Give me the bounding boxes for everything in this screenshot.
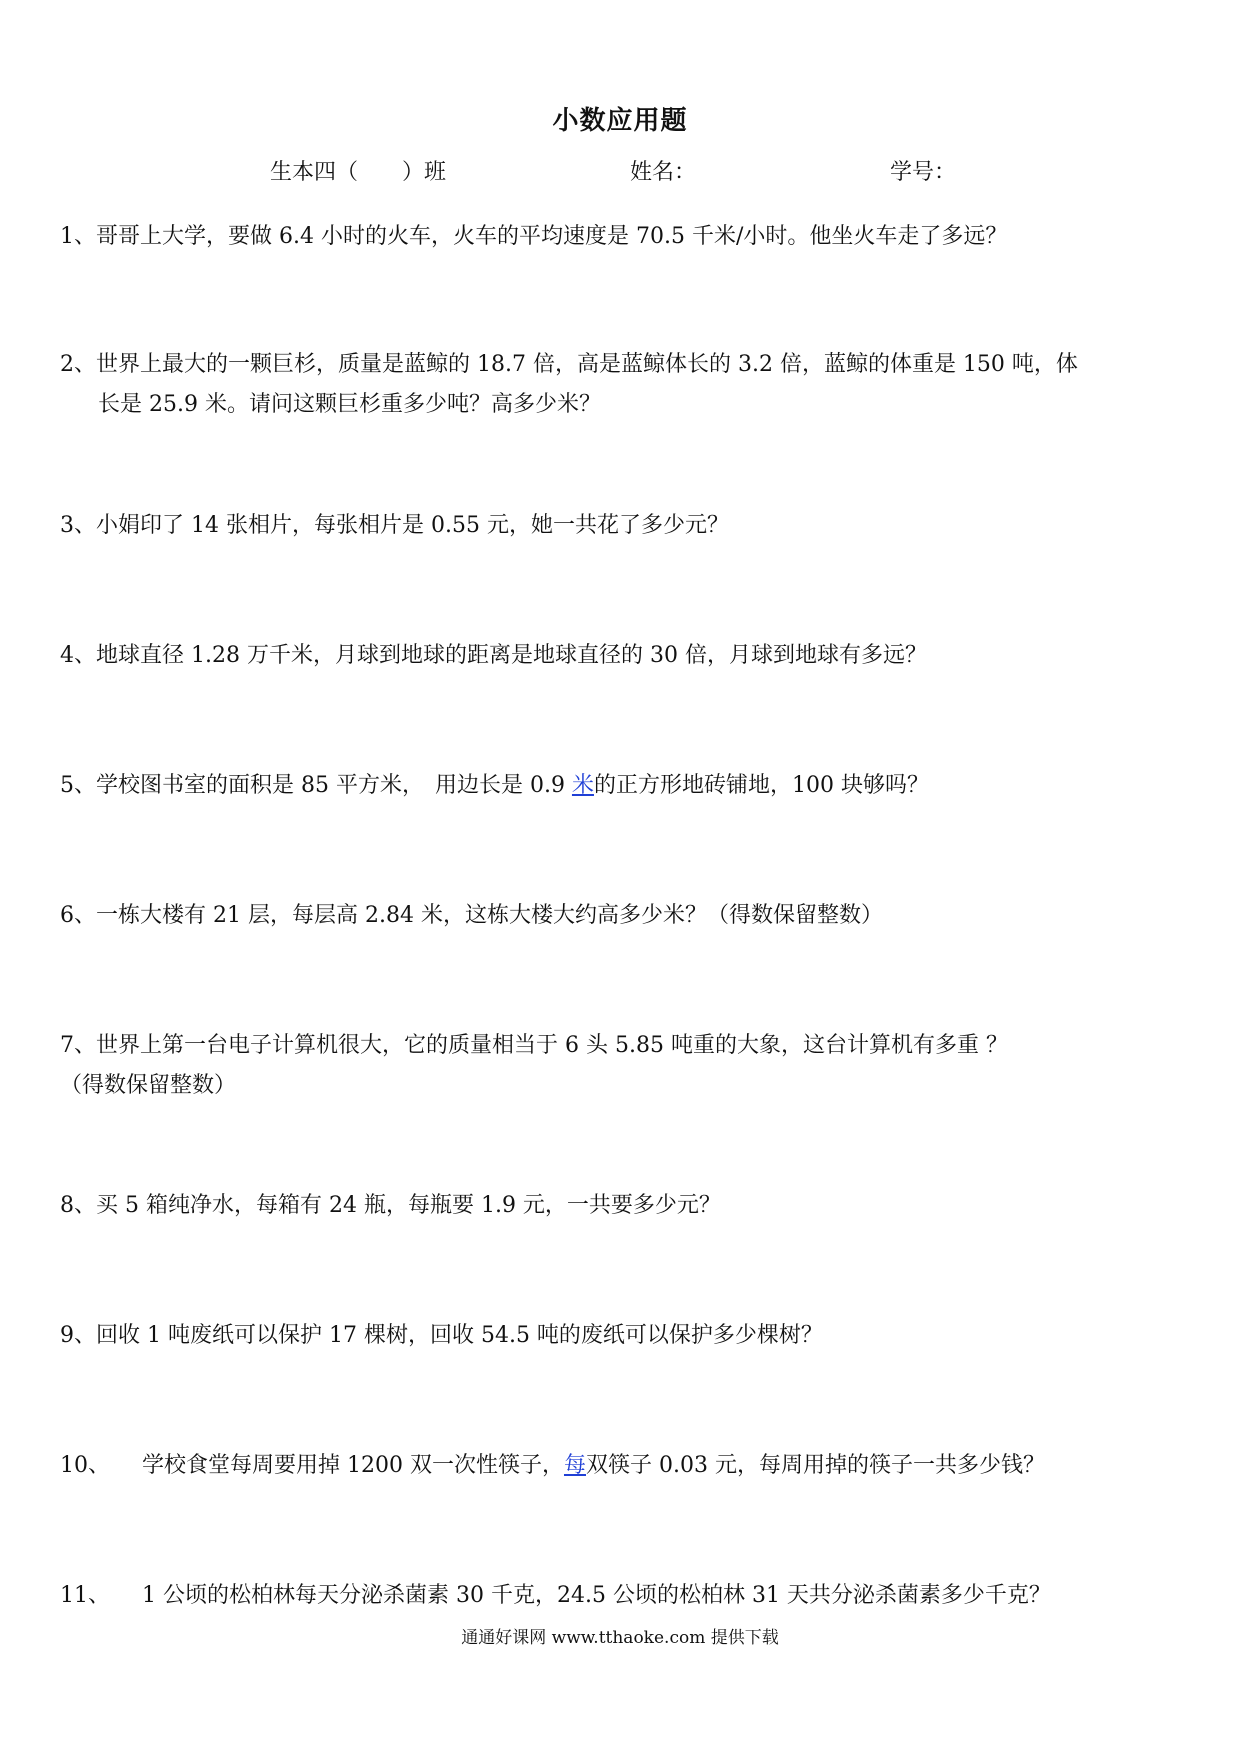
student-id-label: 学号： <box>890 160 957 185</box>
page-footer: 通通好课网 www.tthaoke.com 提供下载 <box>461 1628 779 1648</box>
question-2 <box>60 345 1078 425</box>
page-title: 小数应用题 <box>552 106 688 136</box>
question-text: 3、小娟印了 14 张相片，每张相片是 0.55 元，她一共花了多少元？ <box>60 513 729 538</box>
class-label: 生本四（ ）班 <box>270 160 447 185</box>
question-text-pre: 5、学校图书室的面积是 85 平方米， 用边长是 0.9 <box>60 773 572 798</box>
question-text-post: 双筷子 0.03 元，每周用掉的筷子一共多少钱？ <box>586 1453 1045 1478</box>
question-11 <box>60 1576 1051 1616</box>
hyperlink-mei[interactable]: 每 <box>563 1453 586 1478</box>
question-text-post: 的正方形地砖铺地，100 块够吗？ <box>593 773 929 798</box>
question-text: 9、回收 1 吨废纸可以保护 17 棵树，回收 54.5 吨的废纸可以保护多少棵树？ <box>60 1323 823 1348</box>
question-4 <box>60 636 927 676</box>
question-text-line2: 长是 25.9 米。请问这颗巨杉重多少吨？高多少米？ <box>98 392 601 417</box>
question-1 <box>60 217 1007 257</box>
question-text-line2: （得数保留整数） <box>60 1073 237 1098</box>
question-text: 8、买 5 箱纯净水，每箱有 24 瓶，每瓶要 1.9 元，一共要多少元？ <box>60 1193 721 1218</box>
question-9 <box>60 1316 823 1356</box>
question-8 <box>60 1186 721 1226</box>
question-text: 4、地球直径 1.28 万千米，月球到地球的距离是地球直径的 30 倍，月球到地球有多远？ <box>60 643 927 668</box>
question-text-line1: 2、世界上最大的一颗巨杉，质量是蓝鲸的 18.7 倍，高是蓝鲸体长的 3.2 倍，蓝鲸的体重是 150 吨，体 <box>60 352 1078 377</box>
question-text: 1 公顷的松柏林每天分泌杀菌素 30 千克，24.5 公顷的松柏林 31 天共分泌杀菌素多少千克？ <box>142 1583 1051 1608</box>
question-number: 10、 <box>60 1453 110 1478</box>
question-7 <box>60 1026 1008 1106</box>
question-number: 11、 <box>60 1583 110 1608</box>
question-6 <box>60 896 883 936</box>
question-text: 6、一栋大楼有 21 层，每层高 2.84 米，这栋大楼大约高多少米？（得数保留整数） <box>60 903 883 928</box>
name-label: 姓名： <box>630 160 697 185</box>
question-5 <box>60 766 929 806</box>
question-text-pre: 学校食堂每周要用掉 1200 双一次性筷子， <box>142 1453 564 1478</box>
question-text-line1: 7、世界上第一台电子计算机很大，它的质量相当于 6 头 5.85 吨重的大象，这台计算机有多重 ？ <box>60 1033 1008 1058</box>
question-3 <box>60 506 729 546</box>
hyperlink-mi[interactable]: 米 <box>571 773 594 798</box>
question-10 <box>60 1446 1045 1486</box>
question-text: 1、哥哥上大学，要做 6.4 小时的火车，火车的平均速度是 70.5 千米/小时。他坐火车走了多远？ <box>60 224 1008 249</box>
